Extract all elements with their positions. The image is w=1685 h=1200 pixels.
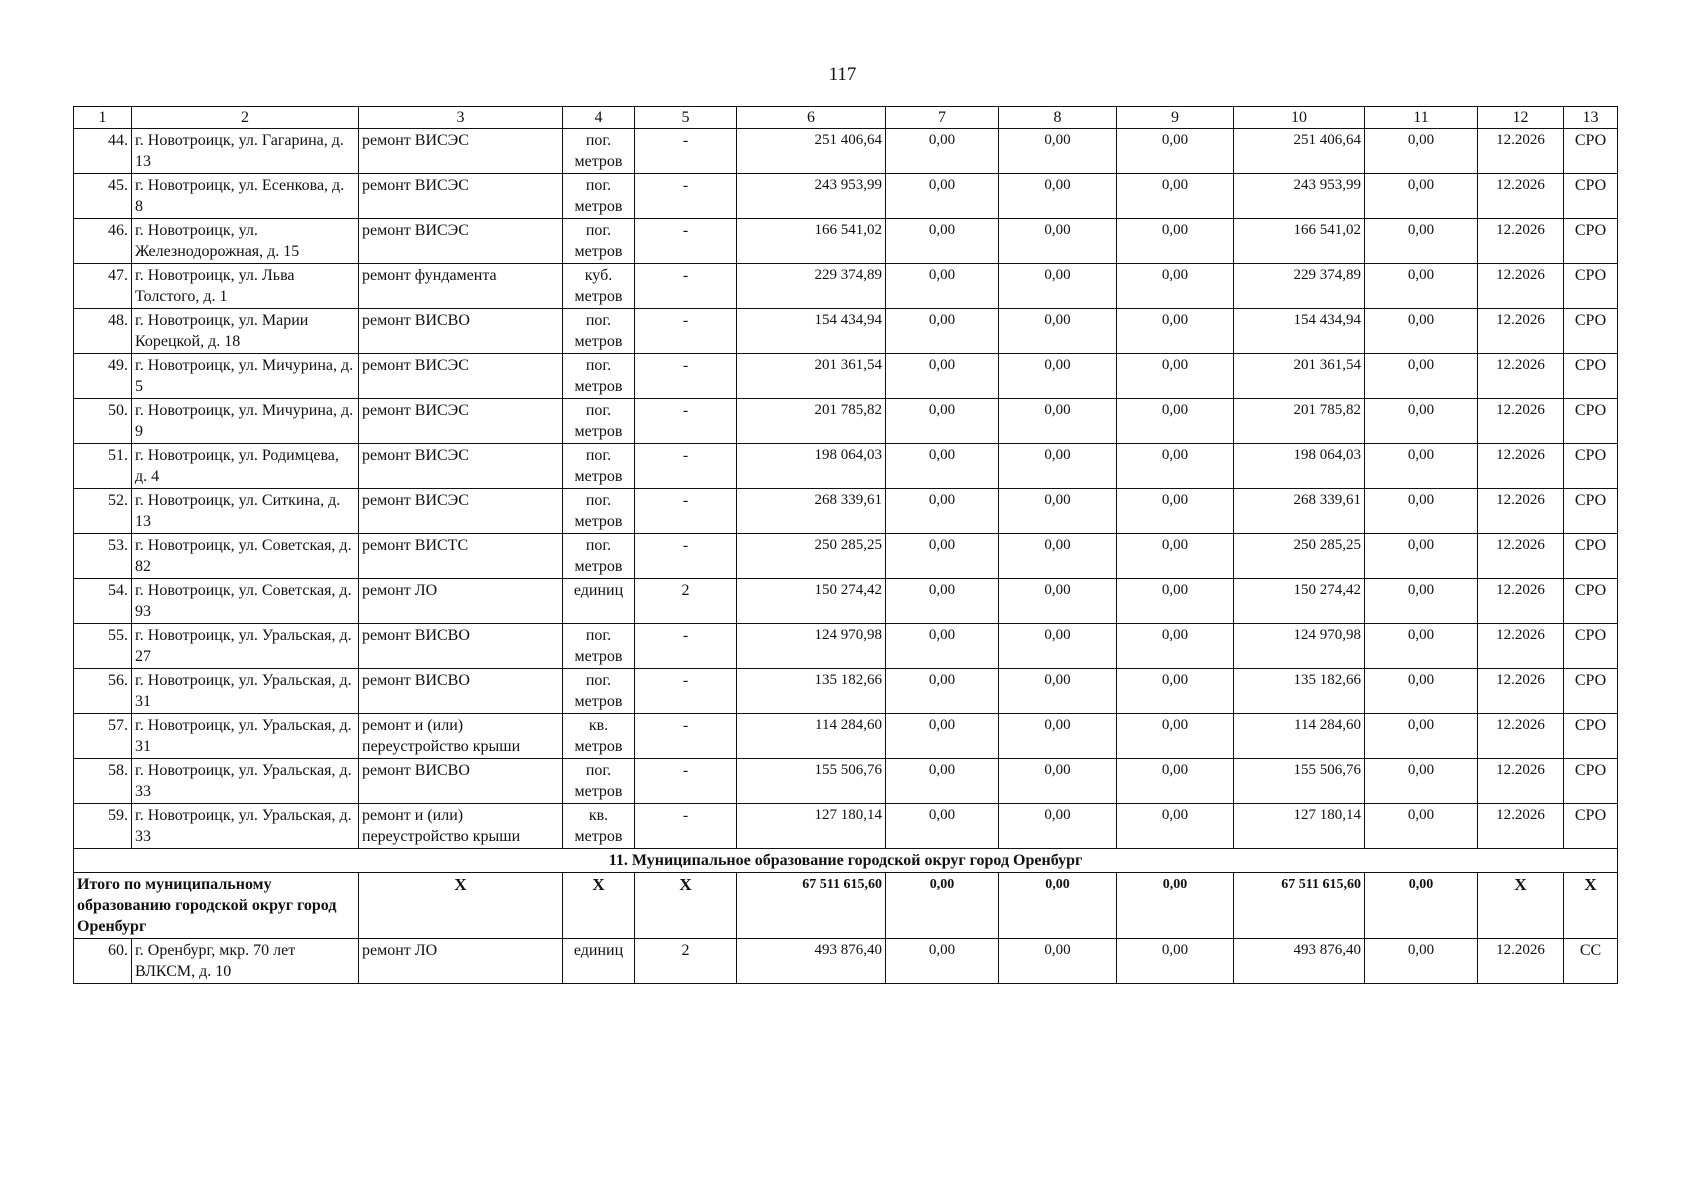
value-cell: 0,00 xyxy=(886,804,999,849)
total-cost-cell: 201 361,54 xyxy=(1234,354,1365,399)
work-type-cell: ремонт ВИСЭС xyxy=(359,354,563,399)
total-label: Итого по муниципальному образованию городской округ город Оренбург xyxy=(74,873,359,939)
table-row xyxy=(74,939,1618,984)
unit-cell: кв. метров xyxy=(563,804,635,849)
value-cell: 0,00 xyxy=(886,624,999,669)
method-cell: СРО xyxy=(1564,669,1618,714)
deadline-cell: 12.2026 xyxy=(1478,489,1564,534)
quantity-cell: - xyxy=(635,624,737,669)
method-cell: СРО xyxy=(1564,714,1618,759)
address-cell: г. Новотроицк, ул. Родимцева, д. 4 xyxy=(132,444,359,489)
value-cell: 0,00 xyxy=(886,759,999,804)
total-cost-cell: 67 511 615,60 xyxy=(737,873,886,939)
table-row xyxy=(74,534,1618,579)
unit-cell: пог. метров xyxy=(563,669,635,714)
value-cell: 0,00 xyxy=(886,489,999,534)
quantity-cell: - xyxy=(635,219,737,264)
table-row xyxy=(74,759,1618,804)
total-cost-cell: 250 285,25 xyxy=(1234,534,1365,579)
quantity-cell: - xyxy=(635,354,737,399)
cost-cell: 150 274,42 xyxy=(737,579,886,624)
page-number: 117 xyxy=(828,64,857,85)
total-x-cell: X xyxy=(1478,873,1564,939)
value-cell: 0,00 xyxy=(1365,759,1478,804)
unit-cell: единиц xyxy=(563,939,635,984)
work-type-cell: ремонт ВИСЭС xyxy=(359,399,563,444)
total-x-cell: X xyxy=(563,873,635,939)
value-cell: 0,00 xyxy=(1365,264,1478,309)
total-x-cell: X xyxy=(1564,873,1618,939)
address-cell: г. Новотроицк, ул. Железнодорожная, д. 15 xyxy=(132,219,359,264)
quantity-cell: - xyxy=(635,534,737,579)
value-cell: 0,00 xyxy=(1365,129,1478,174)
column-header: 6 xyxy=(737,107,886,129)
work-type-cell: ремонт ВИСВО xyxy=(359,309,563,354)
row-number: 47. xyxy=(74,264,132,309)
quantity-cell: - xyxy=(635,714,737,759)
value-cell: 0,00 xyxy=(1365,534,1478,579)
cost-cell: 154 434,94 xyxy=(737,309,886,354)
deadline-cell: 12.2026 xyxy=(1478,174,1564,219)
row-number: 51. xyxy=(74,444,132,489)
value-cell: 0,00 xyxy=(1117,714,1234,759)
value-cell: 0,00 xyxy=(1365,399,1478,444)
deadline-cell: 12.2026 xyxy=(1478,219,1564,264)
method-cell: СРО xyxy=(1564,534,1618,579)
column-header: 2 xyxy=(132,107,359,129)
cost-cell: 155 506,76 xyxy=(737,759,886,804)
total-cost-cell: 114 284,60 xyxy=(1234,714,1365,759)
value-cell: 0,00 xyxy=(886,669,999,714)
deadline-cell: 12.2026 xyxy=(1478,714,1564,759)
total-value-cell: 0,00 xyxy=(999,873,1117,939)
unit-cell: единиц xyxy=(563,579,635,624)
cost-cell: 198 064,03 xyxy=(737,444,886,489)
row-number: 57. xyxy=(74,714,132,759)
method-cell: СРО xyxy=(1564,759,1618,804)
row-number: 56. xyxy=(74,669,132,714)
table-row xyxy=(74,174,1618,219)
table-row xyxy=(74,354,1618,399)
row-number: 54. xyxy=(74,579,132,624)
value-cell: 0,00 xyxy=(1365,309,1478,354)
work-type-cell: ремонт ВИСЭС xyxy=(359,219,563,264)
address-cell: г. Новотроицк, ул. Ситкина, д. 13 xyxy=(132,489,359,534)
address-cell: г. Новотроицк, ул. Уральская, д. 33 xyxy=(132,804,359,849)
table-row xyxy=(74,669,1618,714)
value-cell: 0,00 xyxy=(1365,804,1478,849)
value-cell: 0,00 xyxy=(999,804,1117,849)
row-number: 52. xyxy=(74,489,132,534)
quantity-cell: - xyxy=(635,129,737,174)
address-cell: г. Новотроицк, ул. Советская, д. 82 xyxy=(132,534,359,579)
deadline-cell: 12.2026 xyxy=(1478,309,1564,354)
value-cell: 0,00 xyxy=(1365,174,1478,219)
row-number: 48. xyxy=(74,309,132,354)
column-header: 7 xyxy=(886,107,999,129)
deadline-cell: 12.2026 xyxy=(1478,579,1564,624)
value-cell: 0,00 xyxy=(1365,444,1478,489)
value-cell: 0,00 xyxy=(1117,444,1234,489)
work-type-cell: ремонт ВИСВО xyxy=(359,759,563,804)
row-number: 59. xyxy=(74,804,132,849)
value-cell: 0,00 xyxy=(886,264,999,309)
deadline-cell: 12.2026 xyxy=(1478,669,1564,714)
value-cell: 0,00 xyxy=(1117,939,1234,984)
value-cell: 0,00 xyxy=(1365,579,1478,624)
value-cell: 0,00 xyxy=(1117,174,1234,219)
work-type-cell: ремонт и (или) переустройство крыши xyxy=(359,714,563,759)
quantity-cell: - xyxy=(635,309,737,354)
value-cell: 0,00 xyxy=(1117,309,1234,354)
value-cell: 0,00 xyxy=(1365,354,1478,399)
column-header: 3 xyxy=(359,107,563,129)
column-header: 12 xyxy=(1478,107,1564,129)
total-cost-cell: 268 339,61 xyxy=(1234,489,1365,534)
row-number: 49. xyxy=(74,354,132,399)
cost-cell: 201 361,54 xyxy=(737,354,886,399)
quantity-cell: - xyxy=(635,804,737,849)
cost-cell: 250 285,25 xyxy=(737,534,886,579)
method-cell: СРО xyxy=(1564,444,1618,489)
section-title: 11. Муниципальное образование городской округ город Оренбург xyxy=(74,849,1618,873)
value-cell: 0,00 xyxy=(999,714,1117,759)
work-type-cell: ремонт ВИСЭС xyxy=(359,489,563,534)
value-cell: 0,00 xyxy=(886,534,999,579)
value-cell: 0,00 xyxy=(1117,534,1234,579)
total-cost-cell: 198 064,03 xyxy=(1234,444,1365,489)
value-cell: 0,00 xyxy=(999,129,1117,174)
total-cost-cell: 251 406,64 xyxy=(1234,129,1365,174)
value-cell: 0,00 xyxy=(999,309,1117,354)
total-cost-cell: 67 511 615,60 xyxy=(1234,873,1365,939)
address-cell: г. Новотроицк, ул. Уральская, д. 27 xyxy=(132,624,359,669)
address-cell: г. Новотроицк, ул. Советская, д. 93 xyxy=(132,579,359,624)
table-row xyxy=(74,309,1618,354)
method-cell: СРО xyxy=(1564,354,1618,399)
cost-cell: 124 970,98 xyxy=(737,624,886,669)
row-number: 58. xyxy=(74,759,132,804)
unit-cell: куб. метров xyxy=(563,264,635,309)
cost-cell: 251 406,64 xyxy=(737,129,886,174)
column-header: 8 xyxy=(999,107,1117,129)
work-type-cell: ремонт ВИСЭС xyxy=(359,444,563,489)
value-cell: 0,00 xyxy=(886,714,999,759)
cost-cell: 243 953,99 xyxy=(737,174,886,219)
row-number: 53. xyxy=(74,534,132,579)
column-header: 1 xyxy=(74,107,132,129)
value-cell: 0,00 xyxy=(1365,489,1478,534)
quantity-cell: - xyxy=(635,444,737,489)
address-cell: г. Новотроицк, ул. Мичурина, д. 5 xyxy=(132,354,359,399)
deadline-cell: 12.2026 xyxy=(1478,399,1564,444)
table-row xyxy=(74,804,1618,849)
method-cell: СРО xyxy=(1564,309,1618,354)
deadline-cell: 12.2026 xyxy=(1478,264,1564,309)
total-cost-cell: 154 434,94 xyxy=(1234,309,1365,354)
unit-cell: пог. метров xyxy=(563,399,635,444)
address-cell: г. Новотроицк, ул. Льва Толстого, д. 1 xyxy=(132,264,359,309)
column-header: 9 xyxy=(1117,107,1234,129)
value-cell: 0,00 xyxy=(886,129,999,174)
unit-cell: пог. метров xyxy=(563,624,635,669)
address-cell: г. Новотроицк, ул. Марии Корецкой, д. 18 xyxy=(132,309,359,354)
column-header: 4 xyxy=(563,107,635,129)
method-cell: СРО xyxy=(1564,129,1618,174)
value-cell: 0,00 xyxy=(999,759,1117,804)
total-cost-cell: 493 876,40 xyxy=(1234,939,1365,984)
total-cost-cell: 166 541,02 xyxy=(1234,219,1365,264)
work-type-cell: ремонт фундамента xyxy=(359,264,563,309)
cost-cell: 201 785,82 xyxy=(737,399,886,444)
table-row xyxy=(74,489,1618,534)
deadline-cell: 12.2026 xyxy=(1478,129,1564,174)
table-row xyxy=(74,219,1618,264)
value-cell: 0,00 xyxy=(999,174,1117,219)
value-cell: 0,00 xyxy=(1117,399,1234,444)
quantity-cell: 2 xyxy=(635,939,737,984)
deadline-cell: 12.2026 xyxy=(1478,354,1564,399)
method-cell: СРО xyxy=(1564,624,1618,669)
value-cell: 0,00 xyxy=(999,399,1117,444)
quantity-cell: 2 xyxy=(635,579,737,624)
section-heading-row xyxy=(74,849,1618,873)
row-number: 50. xyxy=(74,399,132,444)
work-type-cell: ремонт ЛО xyxy=(359,939,563,984)
cost-cell: 493 876,40 xyxy=(737,939,886,984)
value-cell: 0,00 xyxy=(1365,219,1478,264)
method-cell: СРО xyxy=(1564,219,1618,264)
total-cost-cell: 135 182,66 xyxy=(1234,669,1365,714)
value-cell: 0,00 xyxy=(999,669,1117,714)
method-cell: СРО xyxy=(1564,264,1618,309)
work-type-cell: ремонт ВИСВО xyxy=(359,669,563,714)
column-header: 11 xyxy=(1365,107,1478,129)
total-cost-cell: 127 180,14 xyxy=(1234,804,1365,849)
work-type-cell: ремонт ВИСЭС xyxy=(359,174,563,219)
address-cell: г. Новотроицк, ул. Уральская, д. 33 xyxy=(132,759,359,804)
method-cell: СРО xyxy=(1564,174,1618,219)
method-cell: СРО xyxy=(1564,489,1618,534)
unit-cell: пог. метров xyxy=(563,534,635,579)
method-cell: СС xyxy=(1564,939,1618,984)
address-cell: г. Новотроицк, ул. Гагарина, д. 13 xyxy=(132,129,359,174)
deadline-cell: 12.2026 xyxy=(1478,804,1564,849)
unit-cell: пог. метров xyxy=(563,129,635,174)
cost-cell: 114 284,60 xyxy=(737,714,886,759)
row-number: 55. xyxy=(74,624,132,669)
quantity-cell: - xyxy=(635,759,737,804)
work-type-cell: ремонт ВИСТС xyxy=(359,534,563,579)
unit-cell: пог. метров xyxy=(563,354,635,399)
quantity-cell: - xyxy=(635,174,737,219)
total-cost-cell: 150 274,42 xyxy=(1234,579,1365,624)
table-row xyxy=(74,444,1618,489)
total-cost-cell: 243 953,99 xyxy=(1234,174,1365,219)
method-cell: СРО xyxy=(1564,399,1618,444)
table-row xyxy=(74,264,1618,309)
quantity-cell: - xyxy=(635,489,737,534)
value-cell: 0,00 xyxy=(886,219,999,264)
table-row xyxy=(74,579,1618,624)
cost-cell: 268 339,61 xyxy=(737,489,886,534)
value-cell: 0,00 xyxy=(1117,579,1234,624)
value-cell: 0,00 xyxy=(1117,669,1234,714)
deadline-cell: 12.2026 xyxy=(1478,939,1564,984)
value-cell: 0,00 xyxy=(1365,714,1478,759)
value-cell: 0,00 xyxy=(1117,354,1234,399)
table-body xyxy=(74,107,1618,984)
total-row xyxy=(74,873,1618,939)
unit-cell: пог. метров xyxy=(563,174,635,219)
value-cell: 0,00 xyxy=(1365,669,1478,714)
cost-cell: 166 541,02 xyxy=(737,219,886,264)
method-cell: СРО xyxy=(1564,804,1618,849)
total-value-cell: 0,00 xyxy=(1117,873,1234,939)
value-cell: 0,00 xyxy=(1117,129,1234,174)
quantity-cell: - xyxy=(635,669,737,714)
method-cell: СРО xyxy=(1564,579,1618,624)
value-cell: 0,00 xyxy=(999,579,1117,624)
work-type-cell: ремонт ЛО xyxy=(359,579,563,624)
row-number: 46. xyxy=(74,219,132,264)
address-cell: г. Оренбург, мкр. 70 лет ВЛКСМ, д. 10 xyxy=(132,939,359,984)
unit-cell: пог. метров xyxy=(563,444,635,489)
address-cell: г. Новотроицк, ул. Есенкова, д. 8 xyxy=(132,174,359,219)
value-cell: 0,00 xyxy=(1117,219,1234,264)
value-cell: 0,00 xyxy=(1117,264,1234,309)
unit-cell: кв. метров xyxy=(563,714,635,759)
unit-cell: пог. метров xyxy=(563,489,635,534)
row-number: 44. xyxy=(74,129,132,174)
value-cell: 0,00 xyxy=(886,309,999,354)
repair-table xyxy=(73,106,1618,984)
work-type-cell: ремонт ВИСЭС xyxy=(359,129,563,174)
cost-cell: 127 180,14 xyxy=(737,804,886,849)
address-cell: г. Новотроицк, ул. Уральская, д. 31 xyxy=(132,714,359,759)
table-row xyxy=(74,399,1618,444)
table-row xyxy=(74,624,1618,669)
value-cell: 0,00 xyxy=(1117,489,1234,534)
value-cell: 0,00 xyxy=(999,939,1117,984)
column-header: 13 xyxy=(1564,107,1618,129)
cost-cell: 229 374,89 xyxy=(737,264,886,309)
total-cost-cell: 155 506,76 xyxy=(1234,759,1365,804)
work-type-cell: ремонт ВИСВО xyxy=(359,624,563,669)
value-cell: 0,00 xyxy=(1117,624,1234,669)
quantity-cell: - xyxy=(635,399,737,444)
value-cell: 0,00 xyxy=(999,489,1117,534)
table-row xyxy=(74,129,1618,174)
deadline-cell: 12.2026 xyxy=(1478,444,1564,489)
value-cell: 0,00 xyxy=(886,939,999,984)
total-x-cell: X xyxy=(359,873,563,939)
row-number: 45. xyxy=(74,174,132,219)
address-cell: г. Новотроицк, ул. Уральская, д. 31 xyxy=(132,669,359,714)
value-cell: 0,00 xyxy=(999,534,1117,579)
total-x-cell: X xyxy=(635,873,737,939)
value-cell: 0,00 xyxy=(1365,939,1478,984)
total-cost-cell: 201 785,82 xyxy=(1234,399,1365,444)
value-cell: 0,00 xyxy=(886,579,999,624)
total-value-cell: 0,00 xyxy=(1365,873,1478,939)
column-header: 10 xyxy=(1234,107,1365,129)
deadline-cell: 12.2026 xyxy=(1478,759,1564,804)
value-cell: 0,00 xyxy=(1117,804,1234,849)
work-type-cell: ремонт и (или) переустройство крыши xyxy=(359,804,563,849)
value-cell: 0,00 xyxy=(886,354,999,399)
value-cell: 0,00 xyxy=(886,174,999,219)
value-cell: 0,00 xyxy=(999,354,1117,399)
value-cell: 0,00 xyxy=(1117,759,1234,804)
quantity-cell: - xyxy=(635,264,737,309)
value-cell: 0,00 xyxy=(1365,624,1478,669)
deadline-cell: 12.2026 xyxy=(1478,534,1564,579)
column-number-row xyxy=(74,107,1618,129)
value-cell: 0,00 xyxy=(886,444,999,489)
column-header: 5 xyxy=(635,107,737,129)
value-cell: 0,00 xyxy=(886,399,999,444)
table-row xyxy=(74,714,1618,759)
cost-cell: 135 182,66 xyxy=(737,669,886,714)
value-cell: 0,00 xyxy=(999,264,1117,309)
total-cost-cell: 229 374,89 xyxy=(1234,264,1365,309)
value-cell: 0,00 xyxy=(999,219,1117,264)
total-cost-cell: 124 970,98 xyxy=(1234,624,1365,669)
value-cell: 0,00 xyxy=(999,624,1117,669)
deadline-cell: 12.2026 xyxy=(1478,624,1564,669)
address-cell: г. Новотроицк, ул. Мичурина, д. 9 xyxy=(132,399,359,444)
unit-cell: пог. метров xyxy=(563,759,635,804)
row-number: 60. xyxy=(74,939,132,984)
unit-cell: пог. метров xyxy=(563,309,635,354)
total-value-cell: 0,00 xyxy=(886,873,999,939)
unit-cell: пог. метров xyxy=(563,219,635,264)
value-cell: 0,00 xyxy=(999,444,1117,489)
